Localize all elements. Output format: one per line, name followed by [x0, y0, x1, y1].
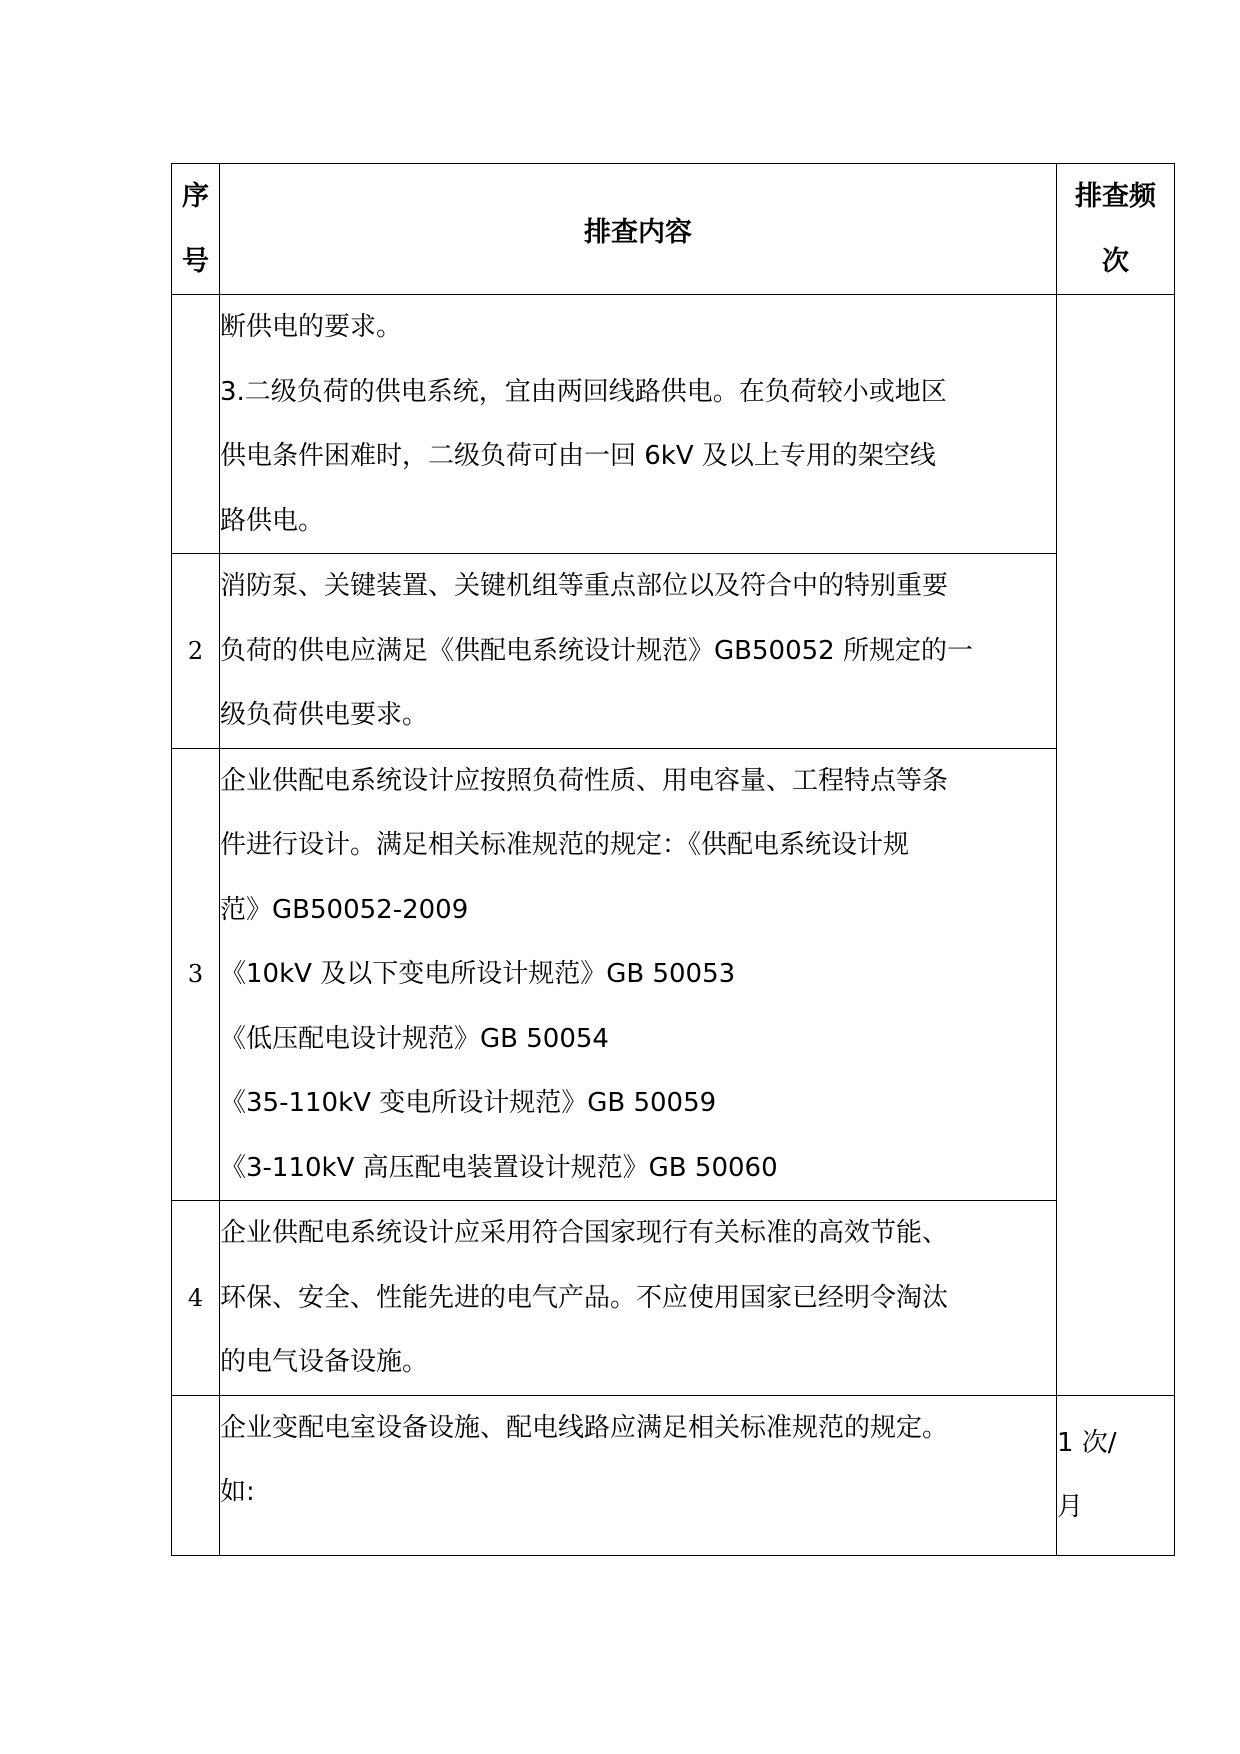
content-line: 《35-110kV 变电所设计规范》GB 50059 — [220, 1088, 717, 1118]
row-number — [172, 295, 220, 554]
header-seq — [172, 164, 220, 295]
frequency-cell-merged — [1057, 295, 1175, 1396]
content-line: 如: — [220, 1477, 255, 1507]
header-content: 排查内容 — [220, 164, 1057, 295]
header-seq-line2: 号 — [182, 246, 209, 277]
row-content — [220, 1395, 1057, 1555]
table-row — [172, 554, 1175, 749]
content-line: 企业变配电室设备设施、配电线路应满足相关标准规范的规定。 — [220, 1412, 949, 1443]
row-content — [220, 554, 1057, 749]
content-line: 范》GB50052-2009 — [220, 894, 469, 925]
row-number: 4 — [172, 1201, 220, 1396]
header-frequency — [1057, 164, 1175, 295]
row-number: 3 — [172, 748, 220, 1201]
inspection-table — [171, 163, 1175, 1556]
content-line: 负荷的供电应满足《供配电系统设计规范》GB50052 所规定的一 — [220, 635, 973, 666]
content-line: 《3-110kV 高压配电装置设计规范》GB 50060 — [220, 1152, 778, 1183]
table-header-row — [172, 164, 1175, 295]
row-content — [220, 1201, 1057, 1396]
frequency-line1: 1 次/ — [1057, 1427, 1117, 1458]
row-frequency — [1057, 1395, 1175, 1555]
table-row — [172, 295, 1175, 554]
content-line: 断供电的要求。 — [220, 312, 403, 342]
row-number — [172, 1395, 220, 1555]
content-line: 企业供配电系统设计应采用符合国家现行有关标准的高效节能、 — [220, 1218, 949, 1248]
content-line: 《10kV 及以下变电所设计规范》GB 50053 — [220, 959, 736, 989]
content-line: 级负荷供电要求。 — [220, 700, 429, 730]
content-line: 路供电。 — [220, 505, 325, 536]
row-content — [220, 748, 1057, 1201]
table-row — [172, 1395, 1175, 1555]
content-line: 消防泵、关键装置、关键机组等重点部位以及符合中的特别重要 — [220, 571, 949, 601]
header-freq-line2: 次 — [1102, 246, 1129, 277]
header-freq-line1: 排查频 — [1075, 181, 1156, 212]
table-row — [172, 748, 1175, 1201]
row-content — [220, 295, 1057, 554]
header-seq-line1: 序 — [182, 181, 209, 212]
content-line: 的电气设备设施。 — [220, 1347, 429, 1377]
table-row — [172, 1201, 1175, 1396]
content-line: 企业供配电系统设计应按照负荷性质、用电容量、工程特点等条 — [220, 765, 949, 796]
frequency-line2: 月 — [1057, 1492, 1084, 1522]
content-line: 件进行设计。满足相关标准规范的规定：《供配电系统设计规 — [220, 830, 910, 860]
content-line: 环保、安全、性能先进的电气产品。不应使用国家已经明令淘汰 — [220, 1282, 949, 1313]
content-line: 供电条件困难时，二级负荷可由一回 6kV 及以上专用的架空线 — [220, 441, 936, 471]
content-line: 3.二级负荷的供电系统，宜由两回线路供电。在负荷较小或地区 — [220, 376, 947, 407]
content-line: 《低压配电设计规范》GB 50054 — [220, 1023, 609, 1054]
row-number: 2 — [172, 554, 220, 749]
